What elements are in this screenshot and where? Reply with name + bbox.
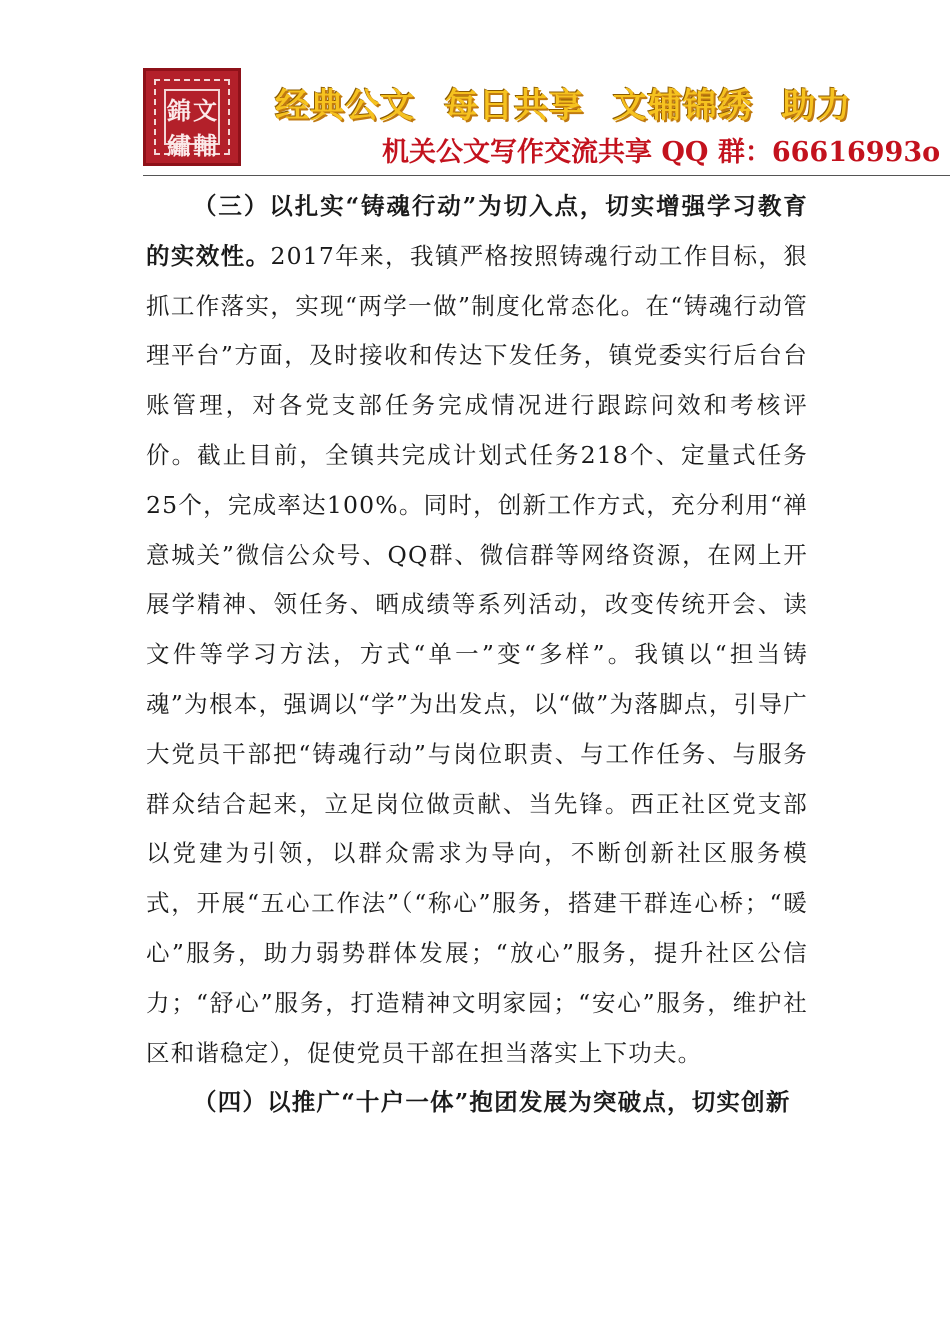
- section-3-paragraph: [146, 182, 808, 1078]
- banner-qq-group: 机关公文写作交流共享 QQ 群：66616993o: [382, 137, 941, 168]
- section-4-paragraph: [146, 1078, 808, 1128]
- seal-char: 錦: [167, 97, 191, 125]
- seal-char: 文: [193, 97, 217, 125]
- header-divider: [143, 175, 950, 176]
- banner-slogan: 经典公文 每日共享 文辅锦绣 助力: [275, 86, 852, 126]
- section-3-heading: （三）以扎实“铸魂行动”为切入点，切实增强学习教育的实效性。: [146, 192, 808, 270]
- seal-logo: [143, 68, 241, 166]
- section-4-heading: （四）以推广“十户一体”抱团发展为突破点，切实创新: [193, 1088, 791, 1117]
- seal-char: 輔: [193, 132, 217, 160]
- seal-inner: [164, 89, 220, 160]
- document-body: [146, 182, 808, 1128]
- page-header: [0, 0, 950, 175]
- section-3-body: 2017年来，我镇严格按照铸魂行动工作目标，狠抓工作落实，实现“两学一做”制度化常态化。在“铸魂行动管理平台”方面，及时接收和传达下发任务，镇党委实行后台台账管理，对各党支部任务完成情况进行跟踪问效和考核评价。截止目前，全镇共完成计划式任务218个、定量式任务25个，完成率达100%。同时，创新工作方式，充分利用“禅意城关”微信公众号、QQ群、微信群等网络资源，在网上开展学精神、领任务、晒成绩等系列活动，改变传统开会、读文件等学习方法，方式“单一”变“多样”。我镇以“担当铸魂”为根本，强调以“学”为出发点，以“做”为落脚点，引导广大党员干部把“铸魂行动”与岗位职责、与工作任务、与服务群众结合起来，立足岗位做贡献、当先锋。西正社区党支部以党建为引领，以群众需求为导向，不断创新社区服务模式，开展“五心工作法”（“称心”服务，搭建干群连心桥；“暖心”服务，助力弱势群体发展；“放心”服务，提升社区公信力；“舒心”服务，打造精神文明家园；“安心”服务，维护社区和谐稳定），促使党员干部在担当落实上下功夫。: [146, 241, 809, 1067]
- seal-char: 繡: [167, 132, 191, 160]
